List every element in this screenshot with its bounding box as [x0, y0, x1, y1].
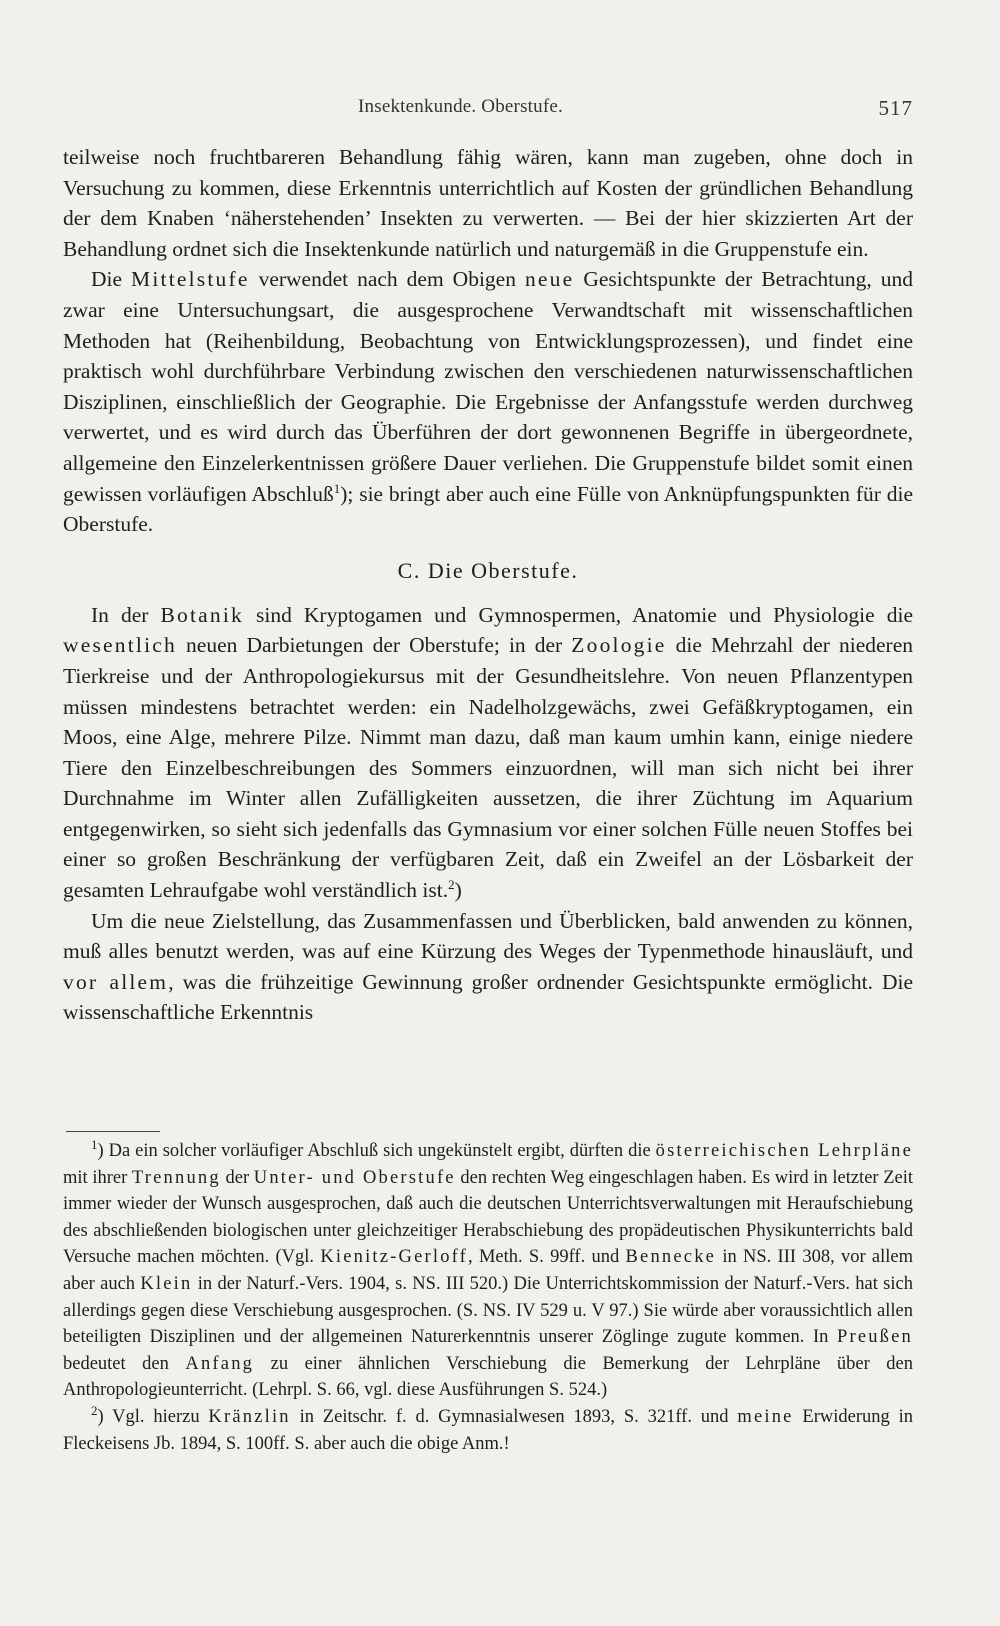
footnote-1-text-m: in der Naturf.-Vers. 1904, s. NS. III 520.) Die Unterrichtskommission der Naturf.-Vers. hat sich allerdings gegen diese Verschiebung ausgesprochen. (S. NS. IV 529 u. V 97.) Sie würde aber voraussichtlich allen beteiligten Disziplinen und der allgemeinen Naturerkenntnis unserer Zöglinge zugute kommen. In [63, 1273, 913, 1348]
footnote-ref-2: 2 [448, 876, 455, 892]
emphasis-mittelstufe: Mittelstufe [131, 267, 250, 292]
paragraph-4 [63, 906, 913, 1028]
footnote-divider [66, 1131, 160, 1132]
paragraph-3-text-g: die Mehrzahl der niederen Tierkreise und der Anthropologiekursus mit der Gesundheitslehre. Von neuen Pflanzentypen müssen mindestens betrachtet werden: ein Nadelholzgewächs, zwei Gefäßkryptogamen, ein Moos, eine Alge, mehrere Pilze. Nimmt man dazu, daß man kaum umhin kann, einige niedere Tiere den Einzelbeschreibungen des Sommers einzuordnen, will man sich nicht bei ihrer Durchnahme im Winter allen Zufälligkeiten aussetzen, die ihrer Züchtung im Aquarium entgegenwirken, so sieht sich jedenfalls das Gymnasium vor einer solchen Fülle neuen Stoffes bei einer so großen Beschränkung der verfügbaren Zeit, daß ein Zweifel an der Lösbarkeit der gesamten Lehraufgabe wohl verständlich ist. [63, 633, 913, 903]
footnote-1-mark: 1 [91, 1136, 98, 1152]
paragraph-2-text-g: ); sie bringt aber auch eine Fülle von Anknüpfungspunkten für die Oberstufe. [63, 481, 913, 537]
paragraph-2-text-a: Die [91, 267, 132, 292]
footnote-1 [63, 1138, 913, 1404]
paragraph-1 [63, 142, 913, 264]
paragraph-2 [63, 264, 913, 539]
footnote-2-text-a: ) Vgl. hierzu [97, 1406, 209, 1427]
emphasis-neue: neue [524, 267, 575, 292]
emphasis-oesterreichischen-lehrplaene: österreichischen Lehrpläne [655, 1141, 913, 1161]
emphasis-trennung: Trennung [131, 1167, 221, 1188]
paragraph-2-text-c: verwendet nach dem Obigen [249, 267, 525, 292]
paragraph-3-text-a: In der [91, 602, 161, 627]
page-header [63, 96, 913, 126]
paragraph-4-text-a: Um die neue Zielstellung, das Zusammenfassen und Überblicken, bald anwenden zu können, muß alles benutzt werden, was auf eine Kürzung des Weges der Typenmethode hinausläuft, und [63, 908, 913, 964]
emphasis-kienitz-gerloff: Kienitz-Gerloff [320, 1247, 469, 1268]
paragraph-2-text-e: Gesichtspunkte der Betrachtung, und zwar eine Untersuchungsart, die ausgesprochene Verwandtschaft mit wissenschaftlichen Methoden hat (Reihenbildung, Beobachtung von Entwicklungsprozessen), und findet eine praktisch wohl durchführbare Verbindung zwischen den verschiedenen naturwissenschaftlichen Disziplinen, einschließlich der Geographie. Die Ergebnisse der Anfangsstufe werden durchweg verwertet, und es wird durch das Überführen der dort gewonnenen Begriffe in übergeordnete, allgemeine den Einzelerkentnissen größere Dauer verliehen. Die Gruppenstufe bildet somit einen gewissen vorläufigen Abschluß [63, 267, 913, 506]
emphasis-klein: Klein [140, 1273, 193, 1294]
footnote-2-text-e: Erwiderung in Fleckeisens Jb. 1894, S. 100ff. S. aber auch die obige Anm.! [63, 1406, 913, 1454]
emphasis-unter-oberstufe: Unter- und Oberstufe [253, 1167, 456, 1188]
footnote-2-mark: 2 [91, 1402, 98, 1418]
emphasis-vor-allem: vor allem [63, 969, 169, 994]
footnotes [63, 1138, 913, 1457]
section-heading: C. Die Oberstufe. [397, 557, 579, 583]
emphasis-preussen: Preußen [836, 1327, 913, 1348]
paragraph-3 [63, 600, 913, 906]
footnote-ref-1: 1 [333, 480, 341, 496]
paragraph-3-text-i: ) [454, 878, 462, 903]
footnote-1-text-k: in NS. III 308, vor allem aber auch [63, 1247, 913, 1294]
footnote-1-text-g: den rechten Weg eingeschlagen haben. Es wird in letzter Zeit immer wieder der Wunsch ausgesprochen, daß auch die deutschen Unterrichtsverwaltungen mit Heraufschiebung des abschließenden biologischen unter gleichzeitiger Herabschiebung des propädeutischen Physikunterrichts bald Versuche machen möchten. (Vgl. [63, 1167, 914, 1268]
emphasis-anfang: Anfang [185, 1353, 255, 1374]
emphasis-meine: meine [737, 1406, 794, 1427]
page-number: 517 [878, 96, 913, 120]
emphasis-bennecke: Bennecke [625, 1247, 717, 1268]
footnote-1-text-q: zu einer ähnlichen Verschiebung die Bemerkung der Lehrpläne über den Anthropologieunterricht. (Lehrpl. S. 66, vgl. diese Ausführungen S. 524.) [63, 1353, 914, 1401]
emphasis-kraenzlin: Kränzlin [208, 1406, 291, 1427]
footnote-2-text-c: in Zeitschr. f. d. Gymnasialwesen 1893, S. 321ff. und [290, 1406, 738, 1427]
emphasis-zoologie: Zoologie [571, 633, 667, 658]
running-head: Insektenkunde. Oberstufe. [358, 96, 563, 117]
paragraph-1-text: teilweise noch fruchtbareren Behandlung fähig wären, kann man zugeben, ohne doch in Versuchung zu kommen, diese Erkenntnis unterrichtlich auf Kosten der gründlichen Behandlung der dem Knaben ‘näherstehenden’ Insekten zu verwerten. — Bei der hier skizzierten Art der Behandlung ordnet sich die Insektenkunde natürlich und naturgemäß in die Gruppenstufe ein. [63, 145, 913, 261]
emphasis-wesentlich: wesentlich [63, 633, 177, 658]
footnote-2 [63, 1404, 913, 1457]
main-text [63, 142, 913, 1028]
footnote-1-text-i: , Meth. S. 99ff. und [468, 1247, 626, 1268]
paragraph-3-text-e: neuen Darbietungen der Oberstufe; in der [176, 633, 572, 658]
footnote-1-text-o: bedeutet den [63, 1353, 186, 1374]
paragraph-4-text-c: , was die frühzeitige Gewinnung großer ordnender Gesichtspunkte ermöglicht. Die wissenschaftliche Erkenntnis [63, 969, 913, 1025]
footnote-1-text-a: ) Da ein solcher vorläufiger Abschluß sich ungekünstelt ergibt, dürften die [97, 1141, 656, 1161]
footnote-1-text-e: der [220, 1167, 254, 1188]
footnote-1-text-c: mit ihrer [63, 1167, 132, 1188]
emphasis-botanik: Botanik [160, 602, 244, 627]
paragraph-3-text-c: sind Kryptogamen und Gymnospermen, Anatomie und Physiologie die [243, 602, 913, 627]
